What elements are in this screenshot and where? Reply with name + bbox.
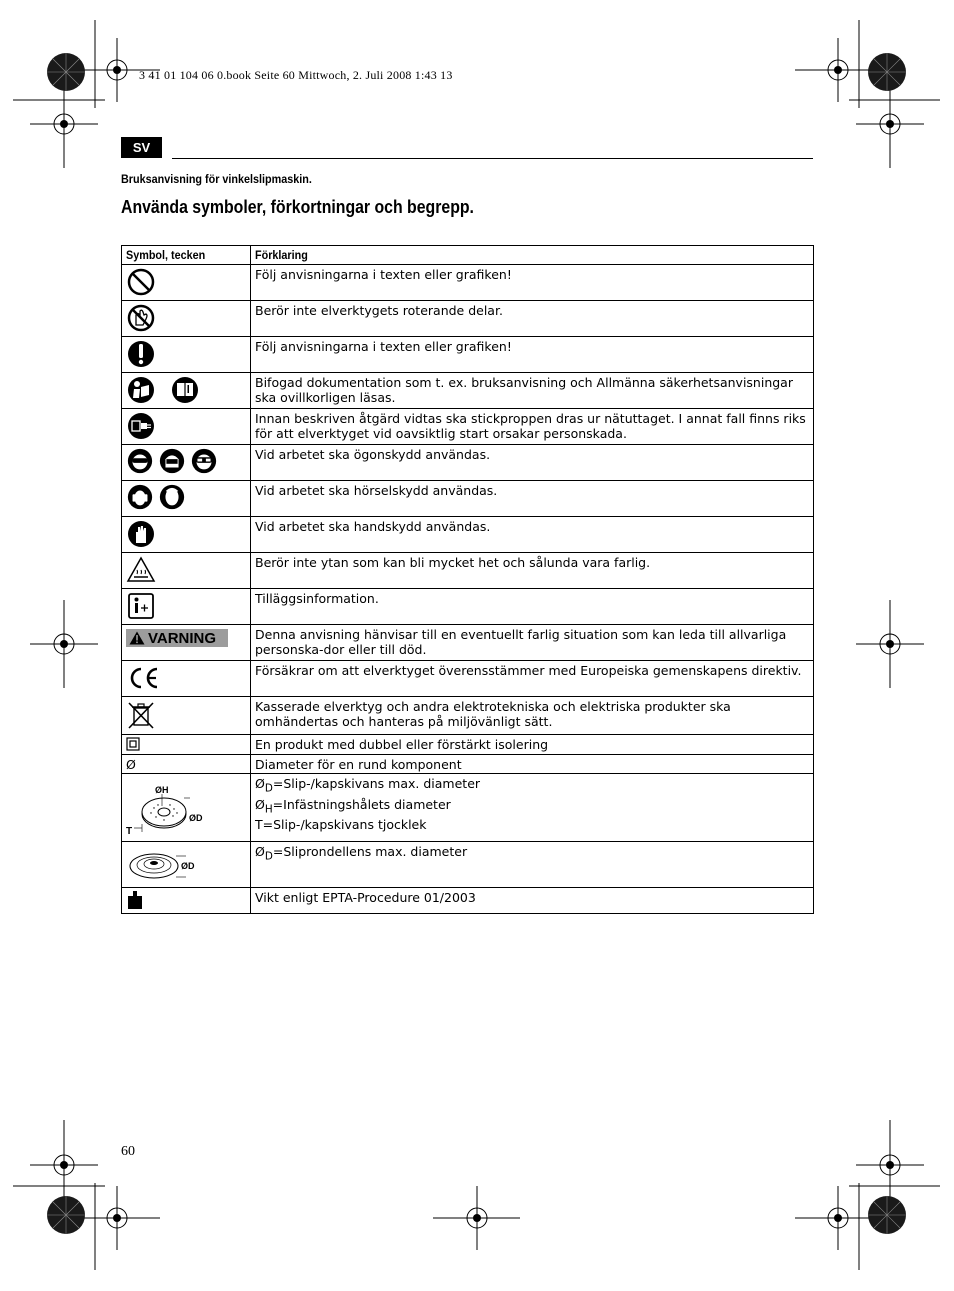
table-row — [122, 517, 814, 553]
table-row — [122, 888, 814, 914]
table-row — [122, 301, 814, 337]
explanation-cell — [251, 842, 814, 888]
manual-book-icon — [170, 375, 200, 405]
double-insulation-icon — [126, 737, 140, 751]
explanation-line: $Ø_H=Infästningshålets$ diameter — [255, 796, 451, 815]
explanation-line: $Ø_D=Sliprondellens$ max. diameter — [255, 844, 468, 863]
ear-muffs-icon — [158, 483, 186, 511]
table-row — [122, 774, 814, 842]
table-row — [122, 625, 814, 661]
header-explanation: Förklaring — [251, 246, 814, 265]
mandatory-action-icon — [126, 339, 156, 369]
diagram-label-outer: ØD — [189, 813, 203, 823]
table-row — [122, 661, 814, 697]
warning-label: VARNING — [126, 629, 228, 647]
header-symbol: Symbol, tecken — [122, 246, 251, 265]
language-badge: SV — [121, 137, 162, 158]
diameter-symbol: Ø — [126, 757, 136, 772]
table-row — [122, 373, 814, 409]
diagram-label-outer: ØD — [181, 861, 195, 871]
page-number: 60 — [121, 1144, 135, 1159]
weight-icon — [126, 890, 144, 910]
explanation-cell: Diameter för en rund komponent — [251, 755, 814, 774]
symbols-table — [121, 245, 814, 914]
book-info-line: 3 41 01 104 06 0.book Seite 60 Mittwoch, 2. Juli 2008 1:43 13 — [139, 68, 453, 82]
table-row — [122, 697, 814, 735]
info-icon — [126, 591, 156, 621]
explanation-cell: Denna anvisning hänvisar till en eventuellt farlig situation som kan leda till allvarliga personska-dor eller till död. — [251, 625, 814, 661]
table-header-row — [122, 246, 814, 265]
header-rule — [172, 158, 813, 159]
gloves-icon — [126, 519, 156, 549]
ce-mark-icon — [126, 663, 160, 693]
face-shield-icon — [158, 447, 186, 475]
read-manual-icon — [126, 375, 156, 405]
explanation-cell: Berör inte ytan som kan bli mycket het och sålunda vara farlig. — [251, 553, 814, 589]
table-row — [122, 735, 814, 755]
table-row — [122, 445, 814, 481]
explanation-line: $Ø_D=Slip-$/kapskivans max. diameter — [255, 776, 481, 795]
prohibition-icon — [126, 267, 156, 297]
grinding-disc-diagram-icon — [126, 776, 216, 838]
explanation-cell: Tilläggsinformation. — [251, 589, 814, 625]
hot-surface-icon — [126, 555, 156, 585]
table-row — [122, 337, 814, 373]
explanation-cell — [251, 774, 814, 842]
explanation-cell: Följ anvisningarna i texten eller grafiken! — [251, 337, 814, 373]
diagram-label-hole: ØH — [155, 785, 169, 795]
explanation-cell: Innan beskriven åtgärd vidtas ska stickproppen dras ur nätuttaget. I annat fall finns riks för att elverktyget vid oavsiktlig start orsakar personskada. — [251, 409, 814, 445]
hearing-protection-icon — [126, 483, 154, 511]
explanation-cell: Följ anvisningarna i texten eller grafiken! — [251, 265, 814, 301]
explanation-cell: Bifogad dokumentation som t. ex. bruksanvisning och Allmänna säkerhetsanvisningar ska ovillkorligen läsas. — [251, 373, 814, 409]
diagram-label-thickness: T — [126, 826, 133, 837]
sanding-pad-diagram-icon — [126, 844, 216, 884]
weee-bin-icon — [126, 699, 156, 731]
explanation-cell: En produkt med dubbel eller förstärkt isolering — [251, 735, 814, 755]
table-row — [122, 409, 814, 445]
do-not-touch-rotating-parts-icon — [126, 303, 156, 333]
explanation-cell: Vikt enligt EPTA-Procedure 01/2003 — [251, 888, 814, 914]
document-subtitle: Bruksanvisning för vinkelslipmaskin. — [121, 172, 312, 186]
explanation-cell: Kasserade elverktyg och andra elektrotekniska och elektriska produkter ska omhändertas och hanteras på miljövänligt sätt. — [251, 697, 814, 735]
explanation-cell: Berör inte elverktygets roterande delar. — [251, 301, 814, 337]
eye-protection-icon — [126, 447, 154, 475]
section-title: Använda symboler, förkortningar och begrepp. — [121, 197, 474, 217]
table-row — [122, 842, 814, 888]
explanation-cell: Vid arbetet ska hörselskydd användas. — [251, 481, 814, 517]
table-row — [122, 553, 814, 589]
table-row — [122, 481, 814, 517]
explanation-line: T=Slip-/kapskivans tjocklek — [255, 817, 427, 832]
warning-icon — [129, 631, 145, 645]
safety-goggles-icon — [190, 447, 218, 475]
explanation-cell: Försäkrar om att elverktyget överensstämmer med Europeiska gemenskapens direktiv. — [251, 661, 814, 697]
explanation-cell: Vid arbetet ska handskydd användas. — [251, 517, 814, 553]
table-row — [122, 265, 814, 301]
table-row — [122, 755, 814, 774]
table-row — [122, 589, 814, 625]
unplug-icon — [126, 411, 156, 441]
explanation-cell: Vid arbetet ska ögonskydd användas. — [251, 445, 814, 481]
